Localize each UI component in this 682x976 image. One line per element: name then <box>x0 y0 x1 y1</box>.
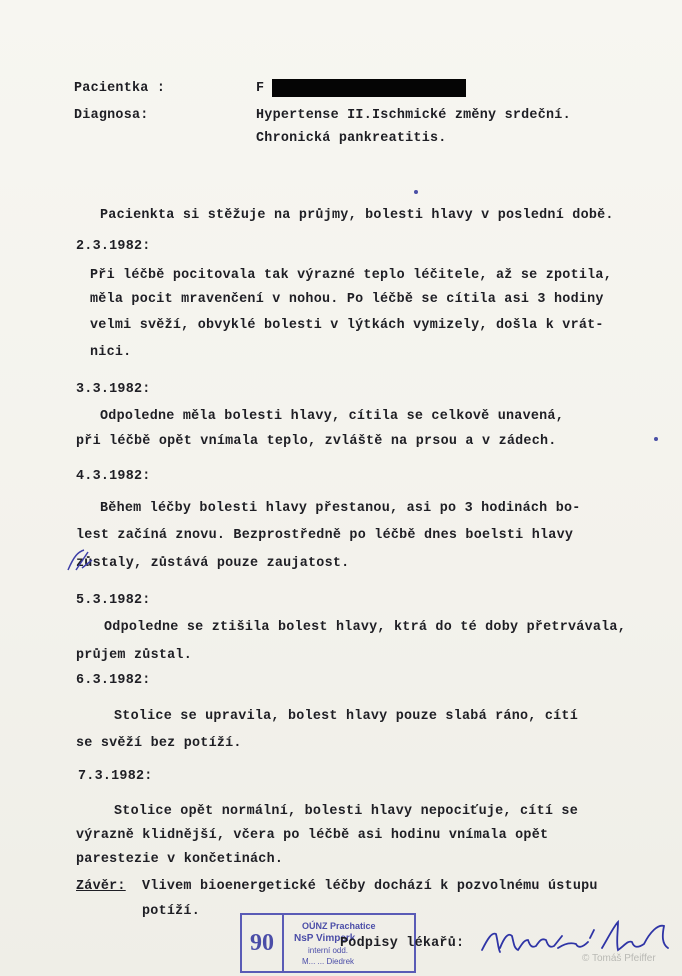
stamp-line-2: NsP Vimperk <box>294 933 356 944</box>
entry-line: lest začíná znovu. Bezprostředně po léčbě dnes boelsti hlavy <box>76 528 574 543</box>
signatures-label: Podpisy lékařů: <box>340 936 465 951</box>
entry-date: 7.3.1982: <box>78 769 153 784</box>
entry-line: průjem zůstal. <box>76 648 192 663</box>
entry-line: se svěží bez potíží. <box>76 736 242 751</box>
stamp-line-3: interní odd. <box>308 946 349 955</box>
patient-label: Pacientka : <box>74 81 166 96</box>
entry-line: nici. <box>90 345 132 360</box>
entry-date: 6.3.1982: <box>76 673 151 688</box>
entry-line: Odpoledne měla bolesti hlavy, cítila se celkově unavená, <box>100 409 564 424</box>
conclusion-label: Závěr: <box>76 879 126 894</box>
entry-date: 5.3.1982: <box>76 593 151 608</box>
entry-line: velmi svěží, obvyklé bolesti v lýtkách vymizely, došla k vrát- <box>90 318 604 333</box>
conclusion-line-1: Vlivem bioenergetické léčby dochází k pozvolnému ústupu <box>142 879 598 894</box>
entry-line: zůstaly, zůstává pouze zaujatost. <box>76 556 350 571</box>
handwritten-correction-mark <box>62 546 102 576</box>
entry-line: Stolice opět normální, bolesti hlavy nepociťuje, cítí se <box>114 804 578 819</box>
patient-value: F <box>256 81 265 96</box>
entry-line: Stolice se upravila, bolest hlavy pouze slabá ráno, cítí <box>114 709 578 724</box>
diagnosis-line-1: Hypertense II.Ischmické změny srdeční. <box>256 108 571 123</box>
entry-date: 3.3.1982: <box>76 382 151 397</box>
entry-date: 4.3.1982: <box>76 469 151 484</box>
entry-line: Odpoledne se ztišila bolest hlavy, ktrá do té doby přetrvávala, <box>104 620 626 635</box>
intro-line: Pacienkta si stěžuje na průjmy, bolesti hlavy v poslední době. <box>100 208 614 223</box>
redaction-bar <box>272 79 466 97</box>
photo-credit: © Tomáš Pfeiffer <box>582 953 656 964</box>
entry-line: měla pocit mravenčení v nohou. Po léčbě se cítila asi 3 hodiny <box>90 292 604 307</box>
ink-dot <box>654 437 658 441</box>
stamp-line-4: M... ... Diedrek <box>302 957 355 966</box>
diagnosis-label: Diagnosa: <box>74 108 149 123</box>
diagnosis-line-2: Chronická pankreatitis. <box>256 131 447 146</box>
stamp-number: 90 <box>242 915 284 971</box>
entry-line: parestezie v končetinách. <box>76 852 284 867</box>
entry-line: při léčbě opět vnímala teplo, zvláště na prsou a v zádech. <box>76 434 557 449</box>
entry-line: výrazně klidnější, včera po léčbě asi hodinu vnímala opět <box>76 828 549 843</box>
ink-dot <box>414 190 418 194</box>
entry-date: 2.3.1982: <box>76 239 151 254</box>
conclusion-line-2: potíží. <box>142 904 200 919</box>
entry-line: Při léčbě pocitovala tak výrazné teplo léčitele, až se zpotila, <box>90 268 612 283</box>
stamp-line-1: OÚNZ Prachatice <box>302 921 376 931</box>
entry-line: Během léčby bolesti hlavy přestanou, asi po 3 hodinách bo- <box>100 501 581 516</box>
